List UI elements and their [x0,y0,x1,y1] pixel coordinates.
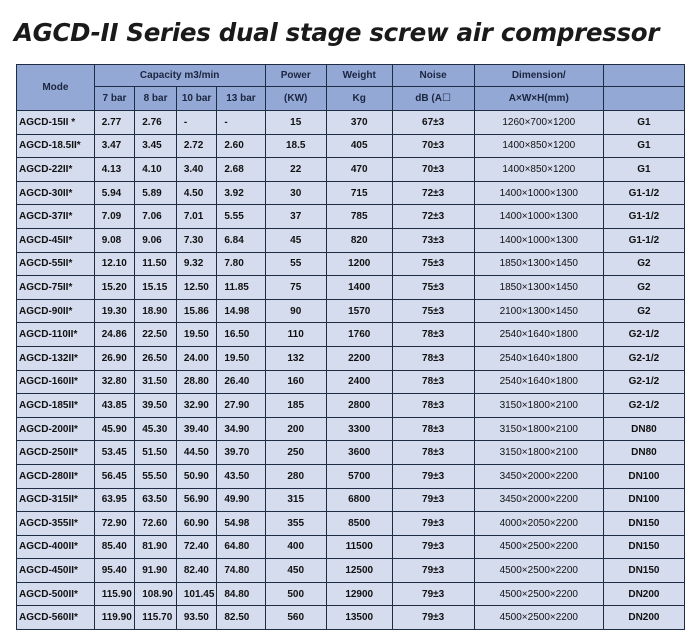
noise-cell: 78±3 [392,346,474,370]
header-capacity: Capacity m3/min [94,65,265,87]
model-cell: AGCD-355II* [17,512,95,536]
power-cell: 37 [265,205,326,229]
capacity-10bar-cell: 39.40 [176,417,217,441]
power-cell: 560 [265,606,326,630]
connection-cell: DN200 [603,582,684,606]
capacity-7bar-cell: 3.47 [94,134,135,158]
noise-cell: 72±3 [392,181,474,205]
capacity-7bar-cell: 45.90 [94,417,135,441]
capacity-13bar-cell: 11.85 [217,276,265,300]
capacity-7bar-cell: 115.90 [94,582,135,606]
dimension-cell: 1850×1300×1450 [474,276,603,300]
model-cell: AGCD-450II* [17,559,95,583]
capacity-10bar-cell: 12.50 [176,276,217,300]
capacity-13bar-cell: 2.60 [217,134,265,158]
connection-cell: G1 [603,158,684,182]
noise-cell: 78±3 [392,417,474,441]
weight-cell: 1760 [326,323,392,347]
header-power-unit: (KW) [265,87,326,111]
capacity-10bar-cell: 24.00 [176,346,217,370]
weight-cell: 5700 [326,464,392,488]
spec-table-body [17,111,685,630]
model-cell: AGCD-132II* [17,346,95,370]
capacity-7bar-cell: 12.10 [94,252,135,276]
capacity-7bar-cell: 119.90 [94,606,135,630]
capacity-10bar-cell: 56.90 [176,488,217,512]
capacity-8bar-cell: 115.70 [135,606,177,630]
table-row [17,134,685,158]
power-cell: 450 [265,559,326,583]
capacity-8bar-cell: 31.50 [135,370,177,394]
capacity-13bar-cell: 49.90 [217,488,265,512]
model-cell: AGCD-185II* [17,394,95,418]
capacity-13bar-cell: 14.98 [217,299,265,323]
dimension-cell: 1850×1300×1450 [474,252,603,276]
dimension-cell: 3150×1800×2100 [474,394,603,418]
capacity-13bar-cell: 5.55 [217,205,265,229]
table-row [17,276,685,300]
capacity-7bar-cell: 19.30 [94,299,135,323]
noise-cell: 78±3 [392,441,474,465]
capacity-13bar-cell: 27.90 [217,394,265,418]
table-row [17,181,685,205]
header-row-1 [17,65,685,87]
model-cell: AGCD-15II * [17,111,95,135]
table-row [17,228,685,252]
dimension-cell: 4000×2050×2200 [474,512,603,536]
capacity-10bar-cell: 3.40 [176,158,217,182]
header-weight: Weight [326,65,392,87]
model-cell: AGCD-315II* [17,488,95,512]
weight-cell: 405 [326,134,392,158]
power-cell: 280 [265,464,326,488]
capacity-8bar-cell: 91.90 [135,559,177,583]
capacity-7bar-cell: 72.90 [94,512,135,536]
connection-cell: G1-1/2 [603,205,684,229]
dimension-cell: 4500×2500×2200 [474,559,603,583]
model-cell: AGCD-250II* [17,441,95,465]
dimension-cell: 3450×2000×2200 [474,488,603,512]
capacity-10bar-cell: 60.90 [176,512,217,536]
model-cell: AGCD-22II* [17,158,95,182]
header-dimension: Dimension/ [474,65,603,87]
capacity-10bar-cell: 44.50 [176,441,217,465]
dimension-cell: 1400×1000×1300 [474,228,603,252]
capacity-8bar-cell: 4.10 [135,158,177,182]
capacity-13bar-cell: 34.90 [217,417,265,441]
noise-cell: 79±3 [392,464,474,488]
table-row [17,582,685,606]
capacity-10bar-cell: 15.86 [176,299,217,323]
table-row [17,323,685,347]
table-row [17,370,685,394]
dimension-cell: 2540×1640×1800 [474,323,603,347]
capacity-10bar-cell: 9.32 [176,252,217,276]
header-connection-unit [603,87,684,111]
noise-cell: 73±3 [392,228,474,252]
noise-cell: 78±3 [392,323,474,347]
connection-cell: G1-1/2 [603,228,684,252]
model-cell: AGCD-75II* [17,276,95,300]
dimension-cell: 1400×850×1200 [474,158,603,182]
capacity-8bar-cell: 7.06 [135,205,177,229]
power-cell: 500 [265,582,326,606]
header-row-2 [17,87,685,111]
header-7bar: 7 bar [94,87,135,111]
capacity-8bar-cell: 72.60 [135,512,177,536]
capacity-13bar-cell: 84.80 [217,582,265,606]
capacity-8bar-cell: 108.90 [135,582,177,606]
table-row [17,299,685,323]
noise-cell: 79±3 [392,512,474,536]
capacity-8bar-cell: 45.30 [135,417,177,441]
power-cell: 315 [265,488,326,512]
capacity-13bar-cell: 54.98 [217,512,265,536]
model-cell: AGCD-90II* [17,299,95,323]
power-cell: 355 [265,512,326,536]
capacity-10bar-cell: 101.45 [176,582,217,606]
noise-cell: 79±3 [392,606,474,630]
model-cell: AGCD-110II* [17,323,95,347]
header-power: Power [265,65,326,87]
weight-cell: 820 [326,228,392,252]
capacity-13bar-cell: - [217,111,265,135]
model-cell: AGCD-200II* [17,417,95,441]
header-dimension-unit: A×W×H(mm) [474,87,603,111]
header-weight-unit: Kg [326,87,392,111]
capacity-13bar-cell: 39.70 [217,441,265,465]
table-row [17,205,685,229]
noise-cell: 70±3 [392,158,474,182]
connection-cell: DN100 [603,488,684,512]
table-row [17,252,685,276]
connection-cell: DN200 [603,606,684,630]
capacity-7bar-cell: 53.45 [94,441,135,465]
weight-cell: 2200 [326,346,392,370]
header-13bar: 13 bar [217,87,265,111]
capacity-7bar-cell: 43.85 [94,394,135,418]
header-8bar: 8 bar [135,87,177,111]
capacity-10bar-cell: 2.72 [176,134,217,158]
dimension-cell: 1400×1000×1300 [474,181,603,205]
noise-cell: 78±3 [392,370,474,394]
weight-cell: 715 [326,181,392,205]
capacity-13bar-cell: 74.80 [217,559,265,583]
power-cell: 200 [265,417,326,441]
table-row [17,346,685,370]
capacity-7bar-cell: 32.80 [94,370,135,394]
weight-cell: 470 [326,158,392,182]
capacity-8bar-cell: 3.45 [135,134,177,158]
weight-cell: 13500 [326,606,392,630]
model-cell: AGCD-18.5II* [17,134,95,158]
header-connection [603,65,684,87]
capacity-7bar-cell: 9.08 [94,228,135,252]
capacity-10bar-cell: 93.50 [176,606,217,630]
weight-cell: 1200 [326,252,392,276]
power-cell: 75 [265,276,326,300]
capacity-7bar-cell: 5.94 [94,181,135,205]
capacity-10bar-cell: 32.90 [176,394,217,418]
dimension-cell: 1400×850×1200 [474,134,603,158]
capacity-8bar-cell: 63.50 [135,488,177,512]
model-cell: AGCD-55II* [17,252,95,276]
header-10bar: 10 bar [176,87,217,111]
capacity-13bar-cell: 19.50 [217,346,265,370]
capacity-7bar-cell: 95.40 [94,559,135,583]
model-cell: AGCD-30II* [17,181,95,205]
capacity-8bar-cell: 15.15 [135,276,177,300]
dimension-cell: 4500×2500×2200 [474,606,603,630]
capacity-13bar-cell: 16.50 [217,323,265,347]
table-row [17,394,685,418]
capacity-13bar-cell: 43.50 [217,464,265,488]
power-cell: 15 [265,111,326,135]
noise-cell: 79±3 [392,582,474,606]
dimension-cell: 3150×1800×2100 [474,441,603,465]
capacity-13bar-cell: 3.92 [217,181,265,205]
noise-cell: 75±3 [392,276,474,300]
capacity-10bar-cell: 72.40 [176,535,217,559]
dimension-cell: 1260×700×1200 [474,111,603,135]
model-cell: AGCD-45II* [17,228,95,252]
connection-cell: DN80 [603,417,684,441]
noise-cell: 67±3 [392,111,474,135]
weight-cell: 1570 [326,299,392,323]
power-cell: 110 [265,323,326,347]
table-row [17,488,685,512]
power-cell: 22 [265,158,326,182]
weight-cell: 12900 [326,582,392,606]
power-cell: 160 [265,370,326,394]
table-row [17,111,685,135]
capacity-7bar-cell: 56.45 [94,464,135,488]
capacity-8bar-cell: 9.06 [135,228,177,252]
power-cell: 45 [265,228,326,252]
capacity-7bar-cell: 26.90 [94,346,135,370]
weight-cell: 6800 [326,488,392,512]
capacity-13bar-cell: 64.80 [217,535,265,559]
noise-cell: 72±3 [392,205,474,229]
connection-cell: G2 [603,299,684,323]
model-cell: AGCD-500II* [17,582,95,606]
connection-cell: DN150 [603,512,684,536]
model-cell: AGCD-37II* [17,205,95,229]
dimension-cell: 2100×1300×1450 [474,299,603,323]
weight-cell: 2400 [326,370,392,394]
power-cell: 250 [265,441,326,465]
dimension-cell: 4500×2500×2200 [474,535,603,559]
connection-cell: DN150 [603,559,684,583]
model-cell: AGCD-280II* [17,464,95,488]
connection-cell: G2-1/2 [603,323,684,347]
capacity-13bar-cell: 7.80 [217,252,265,276]
connection-cell: G1-1/2 [603,181,684,205]
connection-cell: G2-1/2 [603,370,684,394]
model-cell: AGCD-400II* [17,535,95,559]
capacity-8bar-cell: 2.76 [135,111,177,135]
table-row [17,559,685,583]
weight-cell: 3300 [326,417,392,441]
capacity-10bar-cell: 19.50 [176,323,217,347]
capacity-8bar-cell: 81.90 [135,535,177,559]
capacity-7bar-cell: 63.95 [94,488,135,512]
connection-cell: DN100 [603,464,684,488]
capacity-13bar-cell: 82.50 [217,606,265,630]
capacity-13bar-cell: 26.40 [217,370,265,394]
power-cell: 30 [265,181,326,205]
capacity-7bar-cell: 85.40 [94,535,135,559]
connection-cell: DN150 [603,535,684,559]
capacity-13bar-cell: 6.84 [217,228,265,252]
capacity-10bar-cell: 7.30 [176,228,217,252]
capacity-10bar-cell: 50.90 [176,464,217,488]
noise-cell: 79±3 [392,559,474,583]
connection-cell: G2-1/2 [603,394,684,418]
dimension-cell: 2540×1640×1800 [474,370,603,394]
power-cell: 90 [265,299,326,323]
noise-cell: 79±3 [392,488,474,512]
table-row [17,417,685,441]
capacity-7bar-cell: 24.86 [94,323,135,347]
capacity-10bar-cell: 4.50 [176,181,217,205]
capacity-8bar-cell: 5.89 [135,181,177,205]
table-row [17,512,685,536]
capacity-8bar-cell: 55.50 [135,464,177,488]
weight-cell: 2800 [326,394,392,418]
table-row [17,441,685,465]
table-row [17,535,685,559]
connection-cell: G1 [603,134,684,158]
capacity-7bar-cell: 4.13 [94,158,135,182]
connection-cell: G2 [603,252,684,276]
weight-cell: 785 [326,205,392,229]
header-noise-unit: dB (A☐ [392,87,474,111]
power-cell: 18.5 [265,134,326,158]
noise-cell: 70±3 [392,134,474,158]
dimension-cell: 2540×1640×1800 [474,346,603,370]
capacity-8bar-cell: 26.50 [135,346,177,370]
model-cell: AGCD-560II* [17,606,95,630]
header-noise: Noise [392,65,474,87]
weight-cell: 370 [326,111,392,135]
weight-cell: 1400 [326,276,392,300]
weight-cell: 12500 [326,559,392,583]
noise-cell: 75±3 [392,252,474,276]
header-mode: Mode [17,65,95,111]
weight-cell: 8500 [326,512,392,536]
page-title: AGCD-II Series dual stage screw air compressor [14,18,660,47]
connection-cell: G1 [603,111,684,135]
connection-cell: G2 [603,276,684,300]
dimension-cell: 3150×1800×2100 [474,417,603,441]
capacity-7bar-cell: 2.77 [94,111,135,135]
capacity-8bar-cell: 39.50 [135,394,177,418]
capacity-7bar-cell: 7.09 [94,205,135,229]
power-cell: 185 [265,394,326,418]
capacity-10bar-cell: 7.01 [176,205,217,229]
connection-cell: DN80 [603,441,684,465]
model-cell: AGCD-160II* [17,370,95,394]
power-cell: 132 [265,346,326,370]
dimension-cell: 3450×2000×2200 [474,464,603,488]
weight-cell: 3600 [326,441,392,465]
capacity-8bar-cell: 18.90 [135,299,177,323]
table-row [17,158,685,182]
capacity-10bar-cell: 82.40 [176,559,217,583]
dimension-cell: 4500×2500×2200 [474,582,603,606]
dimension-cell: 1400×1000×1300 [474,205,603,229]
weight-cell: 11500 [326,535,392,559]
capacity-7bar-cell: 15.20 [94,276,135,300]
capacity-13bar-cell: 2.68 [217,158,265,182]
capacity-8bar-cell: 22.50 [135,323,177,347]
table-row [17,606,685,630]
table-row [17,464,685,488]
spec-table [16,64,685,630]
power-cell: 400 [265,535,326,559]
noise-cell: 75±3 [392,299,474,323]
noise-cell: 78±3 [392,394,474,418]
noise-cell: 79±3 [392,535,474,559]
power-cell: 55 [265,252,326,276]
capacity-10bar-cell: 28.80 [176,370,217,394]
capacity-10bar-cell: - [176,111,217,135]
connection-cell: G2-1/2 [603,346,684,370]
capacity-8bar-cell: 51.50 [135,441,177,465]
capacity-8bar-cell: 11.50 [135,252,177,276]
